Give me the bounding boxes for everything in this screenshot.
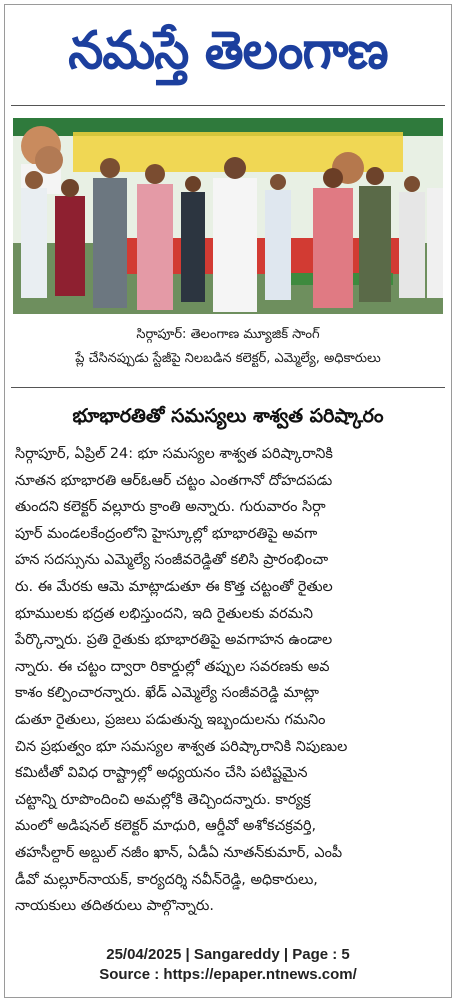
photo-caption xyxy=(13,323,443,371)
article-line: భూములకు భద్రత లభిస్తుందని, ఇది రైతులకు వరమని xyxy=(15,605,313,622)
newspaper-masthead xyxy=(5,7,451,97)
article-line: కమిటీతో వివిధ రాష్ట్రాల్లో అధ్యయనం చేసి పటిష్టమైన xyxy=(15,765,308,782)
source-link[interactable]: Source : https://epaper.ntnews.com/ xyxy=(99,966,357,983)
article-line: చట్టాన్ని రూపొందించి అమల్లోకి తెచ్చిందన్నారు. కార్యక్ర xyxy=(15,791,311,808)
article-line: హన సదస్సును ఎమ్మెల్యే సంజీవరెడ్డితో కలిసి ప్రారంభించా xyxy=(15,552,329,569)
article-body xyxy=(15,441,443,920)
article-line: కాశం కల్పించారన్నారు. ఖేడ్ ఎమ్మెల్యే సంజీవరెడ్డి మాట్లా xyxy=(15,685,320,702)
caption-divider xyxy=(11,387,445,388)
article-line: నూతన భూభారతి ఆర్ఓఆర్ చట్టం ఎంతగానో దోహదపడు xyxy=(15,472,333,489)
article-line: డీవో మల్లూర్‌నాయక్, కార్యదర్శి నవీన్‌రెడ్డి, అధికారులు, xyxy=(15,871,318,888)
article-line: చిన ప్రభుత్వం భూ సమస్యల శాశ్వత పరిష్కారానికి నిపుణుల xyxy=(15,738,348,755)
article-line: రు. ఈ మేరకు ఆమె మాట్లాడుతూ ఈ కొత్త చట్టంతో రైతుల xyxy=(15,578,333,595)
article-line: సిర్గాపూర్, ఏప్రిల్ 24: భూ సమస్యల శాశ్వత పరిష్కారానికి xyxy=(15,446,333,462)
masthead-divider xyxy=(11,105,445,106)
page-footer xyxy=(5,945,451,985)
article-line: డుతూ రైతులు, ప్రజలు పడుతున్న ఇబ్బందులను గమనిం xyxy=(15,711,326,728)
article-line: నాయకులు తదితరులు పాల్గొన్నారు. xyxy=(15,898,214,915)
article-line: తహసీల్దార్ అబ్దుల్ నజీం ఖాన్, ఏడీఏ నూతన్‌కుమార్, ఎంపీ xyxy=(15,844,343,861)
article-line: న్నారు. ఈ చట్టం ద్వారా రికార్డుల్లో తప్పుల సవరణకు అవ xyxy=(15,658,330,675)
caption-line-2: ప్లే చేసినప్పుడు స్టేజీపై నిలబడిన కలెక్టర్, ఎమ్మెల్యే, అధికారులు xyxy=(75,351,381,366)
article-line: తుందని కలెక్టర్ వల్లూరు క్రాంతి అన్నారు. గురువారం సిర్గా xyxy=(15,499,326,516)
stage-photo-illustration xyxy=(13,118,443,314)
article-line: పూర్ మండలకేంద్రంలోని హైస్కూల్లో భూభారతిపై అవగా xyxy=(15,525,318,542)
page-frame xyxy=(4,4,452,998)
caption-line-1: సిర్గాపూర్: తెలంగాణ మ్యూజిక్ సాంగ్ xyxy=(136,327,320,342)
article-line: మంలో అడిషనల్ కలెక్టర్ మాధురి, ఆర్డీవో అశోకచక్రవర్తి, xyxy=(15,818,317,835)
article-line: పేర్కొన్నారు. ప్రతి రైతుకు భూభారతిపై అవగాహన ఉండాల xyxy=(15,632,333,649)
edition-info: 25/04/2025 | Sangareddy | Page : 5 xyxy=(106,946,350,963)
article-headline: భూభారతితో సమస్యలు శాశ్వత పరిష్కారం xyxy=(72,405,384,427)
news-photo xyxy=(13,118,443,314)
masthead-title: నమస్తే తెలంగాణ xyxy=(68,21,388,81)
